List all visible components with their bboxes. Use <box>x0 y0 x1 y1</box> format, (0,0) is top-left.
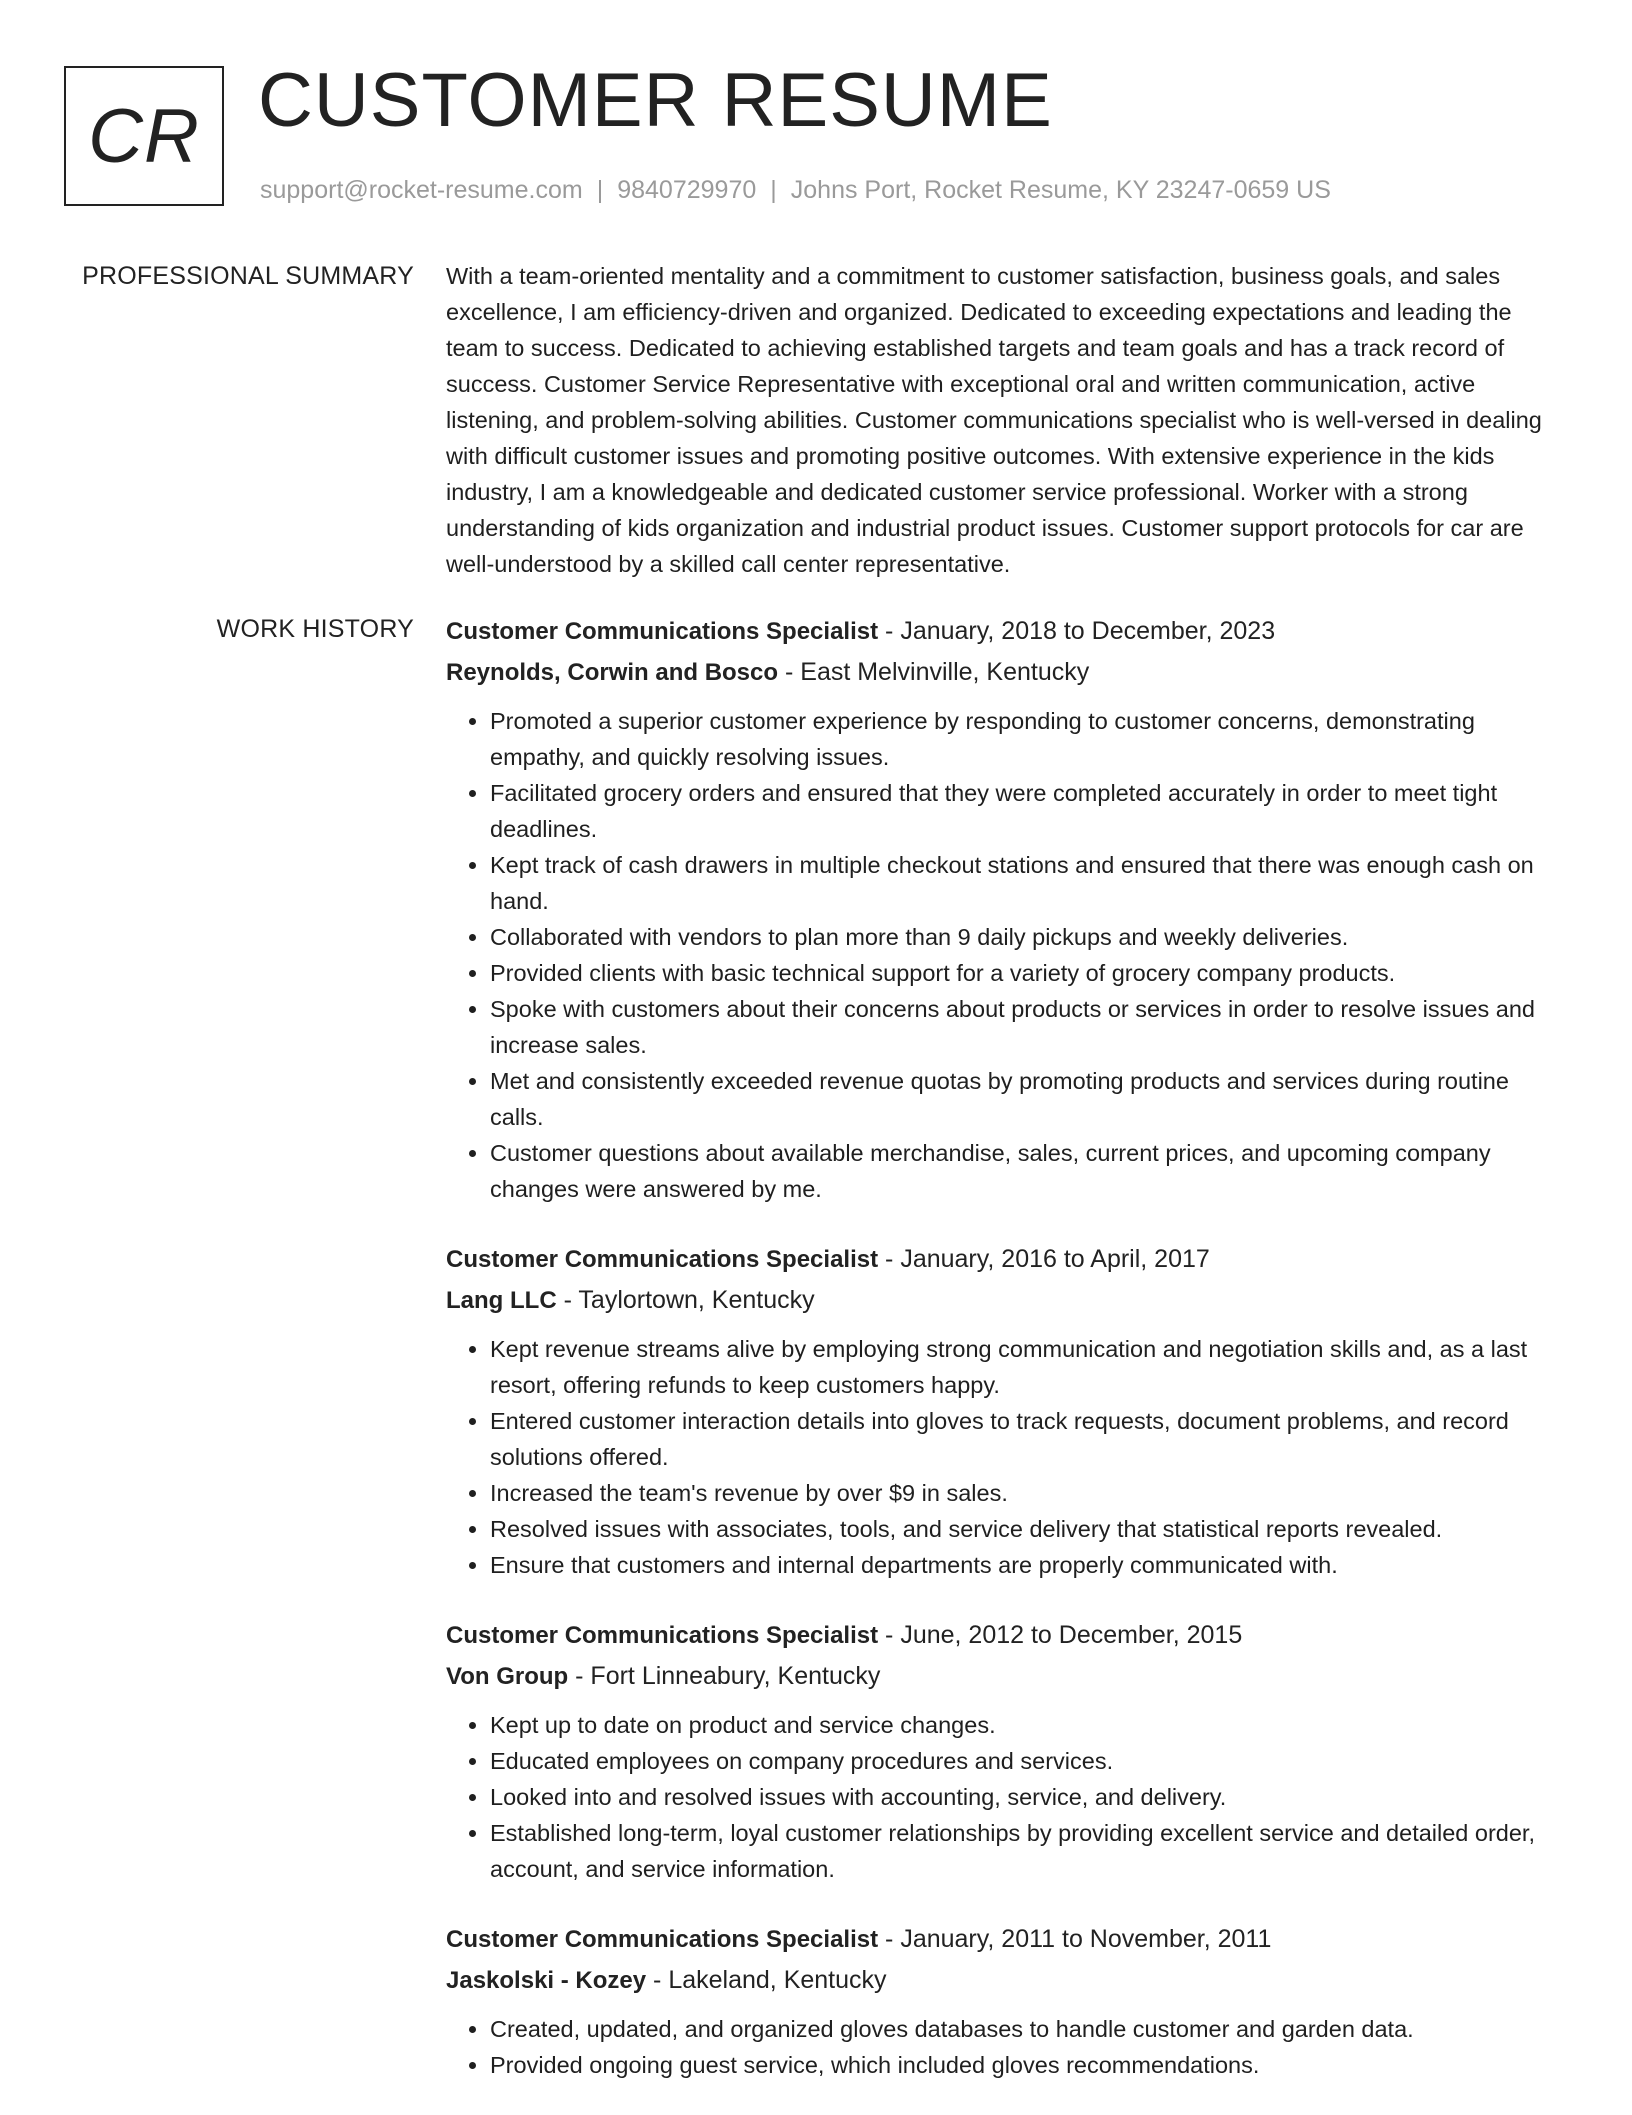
job-bullet: • Kept up to date on product and service changes. <box>490 1707 1562 1743</box>
job-dates: January, 2011 to November, 2011 <box>900 1925 1272 1953</box>
job-location: Taylortown, Kentucky <box>578 1286 815 1314</box>
job-title: Customer Communications Specialist <box>446 1622 879 1649</box>
job-bullet: • Ensure that customers and internal departments are properly communicated with. <box>490 1547 1562 1583</box>
job-bullet: • Facilitated grocery orders and ensured that they were completed accurately in order to meet tight deadlines. <box>490 775 1562 847</box>
job-title: Customer Communications Specialist <box>446 618 879 645</box>
job-bullet: • Provided clients with basic technical support for a variety of grocery company products. <box>490 955 1562 991</box>
contact-email: support@rocket-resume.com <box>260 176 583 204</box>
job-bullet: • Customer questions about available merchandise, sales, current prices, and upcoming company changes were answered by me. <box>490 1135 1562 1207</box>
monogram-text: CR <box>88 93 200 179</box>
job-bullet: • Collaborated with vendors to plan more than 9 daily pickups and weekly deliveries. <box>490 919 1562 955</box>
section-label-work-history: WORK HISTORY <box>216 615 414 643</box>
job-location: Lakeland, Kentucky <box>668 1966 887 1994</box>
job-company-line: Jaskolski - Kozey - Lakeland, Kentucky <box>446 1966 887 1994</box>
job-company: Reynolds, Corwin and Bosco <box>446 659 779 686</box>
job-title-line: Customer Communications Specialist - January, 2016 to April, 2017 <box>446 1245 1210 1273</box>
job-title: Customer Communications Specialist <box>446 1246 879 1273</box>
job-bullet: • Met and consistently exceeded revenue quotas by promoting products and services during routine calls. <box>490 1063 1562 1135</box>
summary-text: With a team-oriented mentality and a commitment to customer satisfaction, business goals, and sales excellence, I am efficiency-driven and organized. Dedicated to exceeding expectations and leading the team to success. Dedicated to achieving established targets and team goals and has a track record of success. Customer Service Representative with exceptional oral and written communication, active listening, and problem-solving abilities. Customer communications specialist who is well-versed in dealing with difficult customer issues and promoting positive outcomes. With extensive experience in the kids industry, I am a knowledgeable and dedicated customer service professional. Worker with a strong understanding of kids organization and industrial product issues. Customer support protocols for car are well-understood by a skilled call center representative. <box>446 263 1542 577</box>
job-bullet: • Entered customer interaction details into gloves to track requests, document problems, and record solutions offered. <box>490 1403 1562 1475</box>
job-bullet: • Looked into and resolved issues with accounting, service, and delivery. <box>490 1779 1562 1815</box>
job-bullet: • Kept track of cash drawers in multiple checkout stations and ensured that there was enough cash on hand. <box>490 847 1562 919</box>
job-bullet-list <box>446 703 1562 1207</box>
job-bullet-list <box>446 1331 1562 1583</box>
job-company: Von Group <box>446 1663 569 1690</box>
job-title-line: Customer Communications Specialist - January, 2011 to November, 2011 <box>446 1925 1272 1953</box>
contact-line <box>260 174 1331 206</box>
job-bullet: • Established long-term, loyal customer relationships by providing excellent service and detailed order, account, and service information. <box>490 1815 1562 1887</box>
job-bullet: • Kept revenue streams alive by employing strong communication and negotiation skills and, as a last resort, offering refunds to keep customers happy. <box>490 1331 1562 1403</box>
job-entry <box>446 1919 1562 2083</box>
job-dates: January, 2016 to April, 2017 <box>900 1245 1210 1273</box>
job-bullet: • Provided ongoing guest service, which included gloves recommendations. <box>490 2047 1562 2083</box>
monogram-logo <box>64 66 224 206</box>
job-company: Jaskolski - Kozey <box>446 1967 647 1994</box>
job-title-line: Customer Communications Specialist - June, 2012 to December, 2015 <box>446 1621 1243 1649</box>
contact-address: Johns Port, Rocket Resume, KY 23247-0659 US <box>790 176 1331 204</box>
job-bullet-list <box>446 1707 1562 1887</box>
work-history-body <box>446 611 1562 2115</box>
job-entry <box>446 1239 1562 1583</box>
job-location: East Melvinville, Kentucky <box>800 658 1090 686</box>
contact-phone: 9840729970 <box>617 176 757 204</box>
job-dates: June, 2012 to December, 2015 <box>900 1621 1243 1649</box>
job-entry <box>446 1615 1562 1887</box>
job-company: Lang LLC <box>446 1287 557 1314</box>
job-bullet: • Increased the team's revenue by over $9 in sales. <box>490 1475 1562 1511</box>
contact-separator: | <box>596 176 604 204</box>
job-bullet: • Educated employees on company procedures and services. <box>490 1743 1562 1779</box>
job-bullet: • Spoke with customers about their concerns about products or services in order to resolve issues and increase sales. <box>490 991 1562 1063</box>
job-bullet: • Promoted a superior customer experience by responding to customer concerns, demonstrating empathy, and quickly resolving issues. <box>490 703 1562 775</box>
job-bullet: • Created, updated, and organized gloves databases to handle customer and garden data. <box>490 2011 1562 2047</box>
job-dates: January, 2018 to December, 2023 <box>900 617 1276 645</box>
job-location: Fort Linneabury, Kentucky <box>590 1662 881 1690</box>
contact-separator: | <box>770 176 777 204</box>
job-bullet-list <box>446 2011 1562 2083</box>
job-company-line: Reynolds, Corwin and Bosco - East Melvinville, Kentucky <box>446 658 1090 686</box>
resume-title: CUSTOMER RESUME <box>258 58 1053 143</box>
job-title: Customer Communications Specialist <box>446 1926 879 1953</box>
summary-body <box>446 258 1562 582</box>
job-company-line: Lang LLC - Taylortown, Kentucky <box>446 1286 815 1314</box>
job-company-line: Von Group - Fort Linneabury, Kentucky <box>446 1662 881 1690</box>
job-entry <box>446 611 1562 1207</box>
section-label-summary: PROFESSIONAL SUMMARY <box>82 262 414 290</box>
job-title-line: Customer Communications Specialist - January, 2018 to December, 2023 <box>446 617 1276 645</box>
job-bullet: • Resolved issues with associates, tools, and service delivery that statistical reports revealed. <box>490 1511 1562 1547</box>
